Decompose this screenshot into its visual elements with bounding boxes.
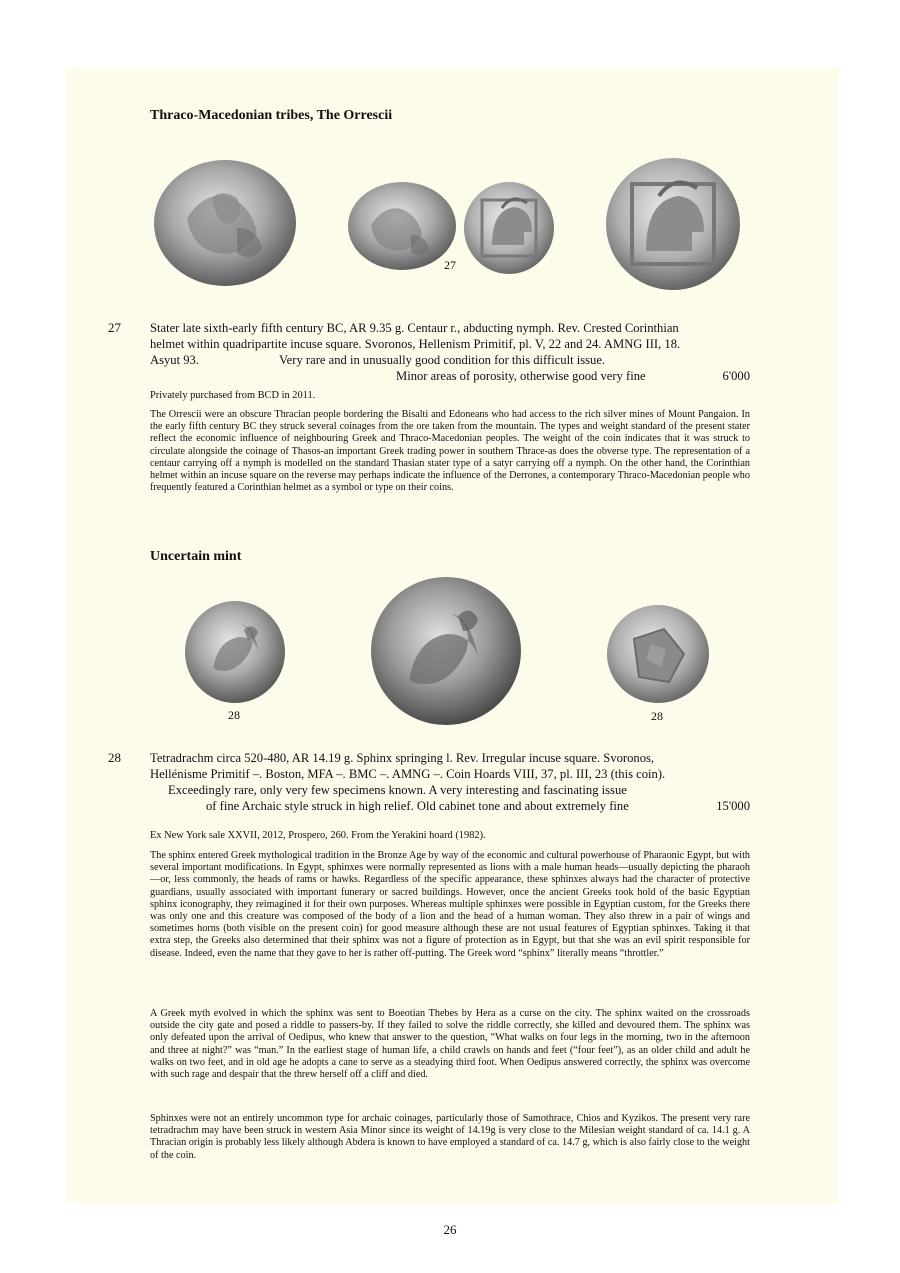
lot-28-image-number-right: 28 <box>651 709 663 723</box>
coin-27-reverse-large <box>604 156 742 292</box>
lot-27-desc-line-3 <box>150 352 750 368</box>
coin-28-obverse-large <box>370 576 522 726</box>
lot-28-note-1: The sphinx entered Greek mythological tradition in the Bronze Age by way of the economic and cultural powerhouse of Pharaonic Egypt, but with several important modifications. In Egypt, sphinxes were normally represented as lions with a male human heads—usually depicting the pharaoh—or, less commonly, the heads of rams or hawks. Regardless of the specific appearance, these sphinxes always had the character of protective guardians, usually associated with important funerary or sacred buildings. However, once the ancient Greeks took hold of the basic Egyptian sphinx iconography, they reimagined it for their own purposes. Whereas multiple sphinxes were possible in Egyptian custom, for the Greeks there was only one and this creature was composed of the body of a lion and the head of a human woman. They also threw in a pair of wings and sometimes horns (both visible on the present coin) for good measure although these are not usual features of Egyptian sphinxes. Taking it that extra step, the Greeks also determined that their sphinx was not a figure of protection as in Egypt, but that she was an evil spirit responsible for disease. Indeed, even the name that they gave to her is rather off-putting. The Greek word “sphinx” literally means “throttler.” <box>150 850 750 959</box>
lot-28-description <box>150 750 750 798</box>
lot-27-rarity: Very rare and in unusually good condition for this difficult issue. <box>278 353 606 367</box>
coin-27-reverse-small <box>462 180 556 276</box>
lot-27-desc-line-3-ref: Asyut 93. <box>150 353 199 367</box>
lot-28-image-number-left: 28 <box>228 708 240 722</box>
section-title-uncertain-mint: Uncertain mint <box>150 549 242 564</box>
lot-28-desc-line-2: Hellénisme Primitif –. Boston, MFA –. BMC –. AMNG –. Coin Hoards VIII, 37, pl. III, 23 (this coin). <box>150 767 666 781</box>
lot-28-rarity: Exceedingly rare, only very few specimens known. A very interesting and fascinating issue <box>168 783 627 797</box>
lot-28-desc-line-1: Tetradrachm circa 520-480, AR 14.19 g. Sphinx springing l. Rev. Irregular incuse square. Svoronos, <box>150 751 655 765</box>
coin-27-obverse-large <box>152 158 298 288</box>
lot-28-price: 15'000 <box>716 799 750 813</box>
lot-28-condition: of fine Archaic style struck in high relief. Old cabinet tone and about extremely fine <box>206 799 629 813</box>
page-number: 26 <box>443 1222 457 1237</box>
lot-27-number: 27 <box>108 320 121 335</box>
lot-28-provenance: Ex New York sale XXVII, 2012, Prospero, 260. From the Yerakini hoard (1982). <box>150 830 486 841</box>
lot-27-provenance: Privately purchased from BCD in 2011. <box>150 390 316 401</box>
lot-27-image-number: 27 <box>444 258 456 272</box>
lot-28-note-2: A Greek myth evolved in which the sphinx was sent to Boeotian Thebes by Hera as a curse on the city. The sphinx waited on the crossroads outside the city gate and posed a riddle to passers-by. If they failed to solve the riddle correctly, she killed and devoured them. The sphinx was only defeated upon the arrival of Oedipus, who knew that answer to the question, “What walks on four legs in the morning, two in the afternoon and three at night?” was “man.” In the earliest stage of human life, a child crawls on hands and feet (“four feet”), as an older child and adult he walks on two feet, and in old age he adopts a cane to serve as a steadying third foot. When Oedipus answered correctly, the sphinx was overcome with such rage and despair that the threw herself off a cliff and died. <box>150 1008 750 1081</box>
lot-28-number: 28 <box>108 750 121 765</box>
lot-27-note: The Orrescii were an obscure Thracian people bordering the Bisalti and Edoneans who had access to the rich silver mines of Mount Pangaion. In the early fifth century BC they struck several coinages from the ore taken from the mountain. The types and weight standard of the present stater reflect the economic influence of neighbouring Greek and Thraco-Macedonian peoples. The weight of the coin indicates that it was struck to circulate alongside the coinage of Thasos-an important Greek trading power in southern Thrace-as does the obverse type. The representation of a centaur carrying off a nymph is modelled on the standard Thasian stater type of a satyr carrying off a nymph. On the other hand, the Corinthian helmet within an incuse square on the reverse may perhaps indicate the influence of the Derrones, a contemporary Thraco-Macedonian people who frequently featured a Corinthian helmet as a symbol or type on their coins. <box>150 409 750 494</box>
lot-28-note-3: Sphinxes were not an entirely uncommon type for archaic coinages, particularly those of Samothrace, Chios and Kyzikos. The present very rare tetradrachm may have been struck in western Asia Minor since its weight of 14.19g is very close to the Milesian weight standard of ca. 14.1 g. A Thracian origin is probably less likely although Abdera is known to have employed a standard of ca. 14.7 g, which is also fairly close to the weight of the coin. <box>150 1113 750 1161</box>
coin-27-obverse-small <box>346 180 458 272</box>
coin-28-obverse-small <box>184 600 286 704</box>
section-title-orrescii: Thraco-Macedonian tribes, The Orrescii <box>150 108 393 123</box>
lot-27-desc-line-1: Stater late sixth-early fifth century BC, AR 9.35 g. Centaur r., abducting nymph. Rev. Crested Corinthian <box>150 321 679 335</box>
lot-27-price: 6'000 <box>722 369 750 383</box>
coin-28-reverse <box>606 604 710 704</box>
lot-27-desc-line-2: helmet within quadripartite incuse square. Svoronos, Hellenism Primitif, pl. V, 22 and 24. AMNG III, 18. <box>150 337 681 351</box>
lot-27-condition: Minor areas of porosity, otherwise good very fine <box>396 369 646 383</box>
lot-27-description <box>150 320 750 368</box>
